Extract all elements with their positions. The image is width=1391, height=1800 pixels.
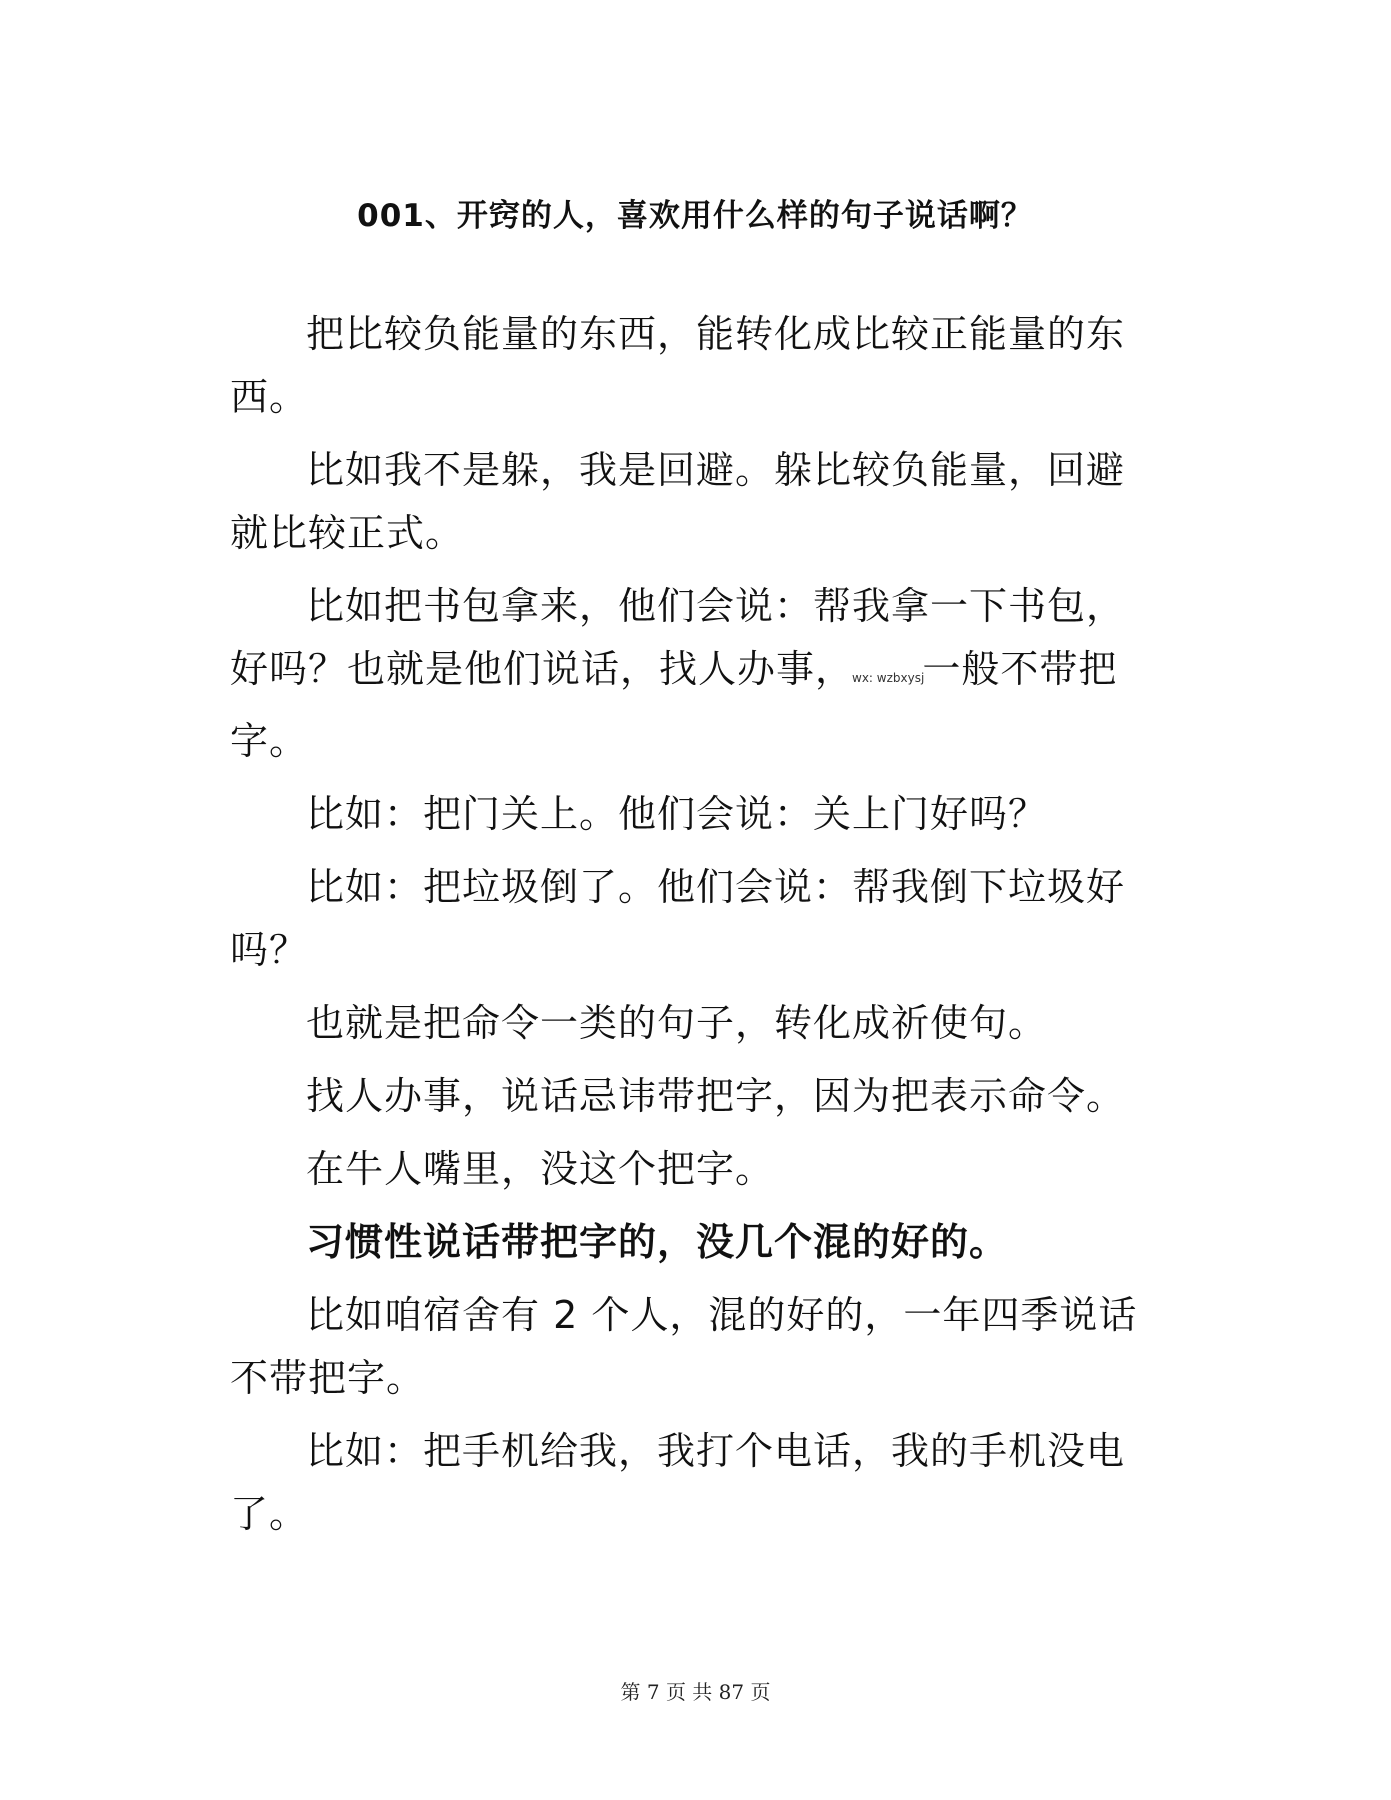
paragraph-8: 在牛人嘴里，没这个把字。 [306, 1147, 775, 1191]
watermark-text: wx: wzbxysj [852, 671, 925, 685]
paragraph-3-tail: 一般不带把字。 [230, 647, 1118, 763]
page-title: 001、开窍的人，喜欢用什么样的句子说话啊？ [357, 198, 1033, 234]
paragraph-9-emphasis: 习惯性说话带把字的，没几个混的好的。 [306, 1220, 1009, 1264]
paragraph-10: 比如咱宿舍有 2 个人，混的好的，一年四季说话不带把字。 [230, 1293, 1138, 1400]
paragraph-7: 找人办事，说话忌讳带把字，因为把表示命令。 [306, 1074, 1126, 1118]
paragraph-3-text: 比如把书包拿来，他们会说：帮我拿一下书包，好吗？也就是他们说话，找人办事， [230, 584, 1126, 691]
paragraph-11: 比如：把手机给我，我打个电话，我的手机没电了。 [230, 1429, 1126, 1536]
paragraph-3 [230, 575, 1160, 773]
page-number-footer: 第 7 页 共 87 页 [620, 1680, 771, 1704]
paragraph-2: 比如我不是躲，我是回避。躲比较负能量，回避就比较正式。 [230, 448, 1126, 555]
paragraph-4: 比如：把门关上。他们会说：关上门好吗？ [306, 792, 1048, 836]
paragraph-1: 把比较负能量的东西，能转化成比较正能量的东西。 [230, 312, 1126, 419]
paragraph-6: 也就是把命令一类的句子，转化成祈使句。 [306, 1001, 1048, 1045]
document-body [230, 303, 1160, 1556]
paragraph-5: 比如：把垃圾倒了。他们会说：帮我倒下垃圾好吗？ [230, 865, 1126, 972]
